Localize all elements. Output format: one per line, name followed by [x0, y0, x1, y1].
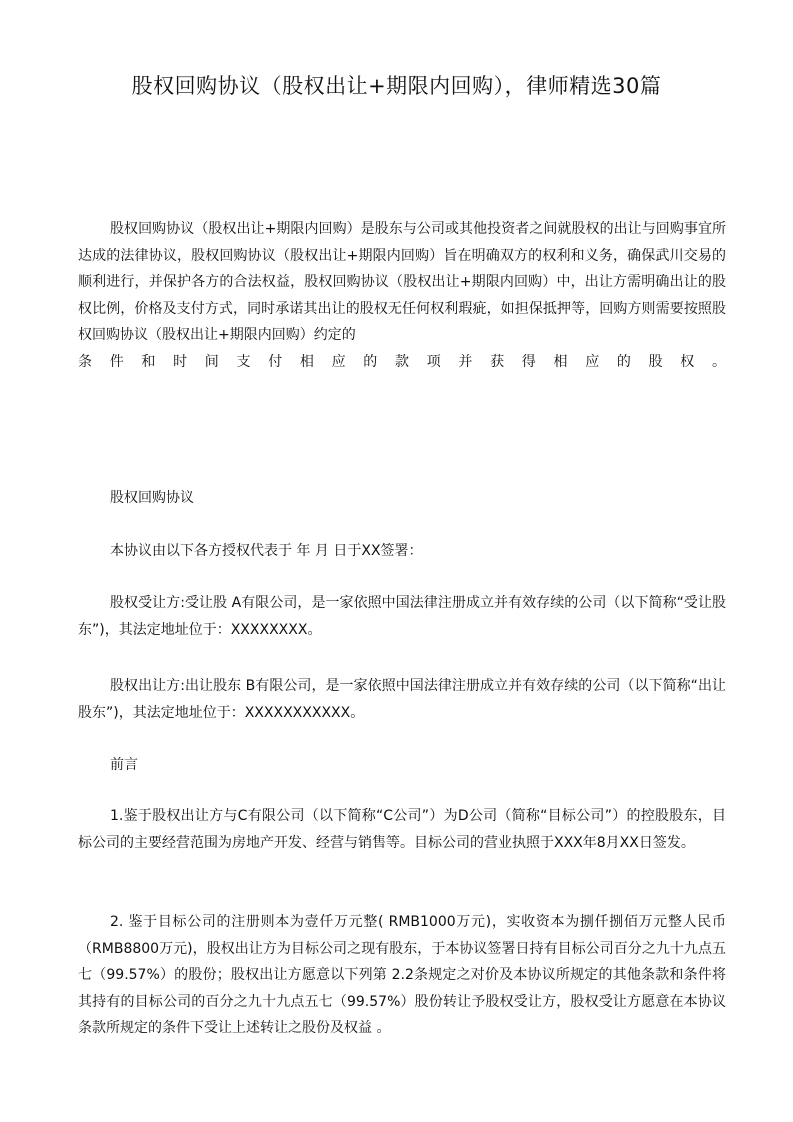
- agreement-heading: 股权回购协议: [110, 490, 194, 506]
- intro-paragraph: 股权回购协议（股权出让+期限内回购）是股东与公司或其他投资者之间就股权的出让与回购事宜所达成的法律协议，股权回购协议（股权出让+期限内回购）旨在明确双方的权利和义务，确保武川交易的顺利进行，并保护各方的合法权益，股权回购协议（股权出让+期限内回购）中，出让方需明确出让的股权比例，价格及支付方式，同时承诺其出让的股权无任何权利瑕疵，如担保抵押等，回购方则需要按照股权回购协议（股权出让+期限内回购）约定的: [78, 221, 726, 343]
- document-title: 股权回购协议（股权出让+期限内回购），律师精选30篇: [131, 74, 662, 98]
- signing-statement: 本协议由以下各方授权代表于 年 月 日于XX签署：: [110, 543, 423, 559]
- preface-heading: 前言: [110, 757, 138, 773]
- intro-last-line: 条件和时间支付相应的款项并获得相应的股权。: [78, 354, 726, 370]
- clause-1: 1.鉴于股权出让方与C有限公司（以下简称“C公司”）为D公司（简称“目标公司”）的控股股东，目标公司的主要经营范围为房地产开发、经营与销售等。目标公司的营业执照于XXX年8月XX日签发。: [78, 808, 726, 851]
- transferor-paragraph: 股权出让方:出让股东 B有限公司，是一家依照中国法律注册成立并有效存续的公司（以下简称“出让股东”)，其法定地址位于：XXXXXXXXXXX。: [78, 678, 726, 721]
- transferee-paragraph: 股权受让方:受让股 A有限公司，是一家依照中国法律注册成立并有效存续的公司（以下简称“受让股东”)，其法定地址位于：XXXXXXXX。: [78, 595, 726, 638]
- clause-2: 2. 鉴于目标公司的注册则本为壹仟万元整( RMB1000万元)，实收资本为捌仟捌佰万元整人民币（RMB8800万元)，股权出让方为目标公司之现有股东，于本协议签署日持有目标公司百分之九十九点五七（99.57%）的股份；股权出让方愿意以下列第 2.2条规定之对价及本协议所规定的其他条款和条件将其持有的目标公司的百分之九十九点五七（99.57%）股份转让予股权受让方，股权受让方愿意在本协议条款所规定的条件下受让上述转让之股份及权益 。: [78, 914, 726, 1036]
